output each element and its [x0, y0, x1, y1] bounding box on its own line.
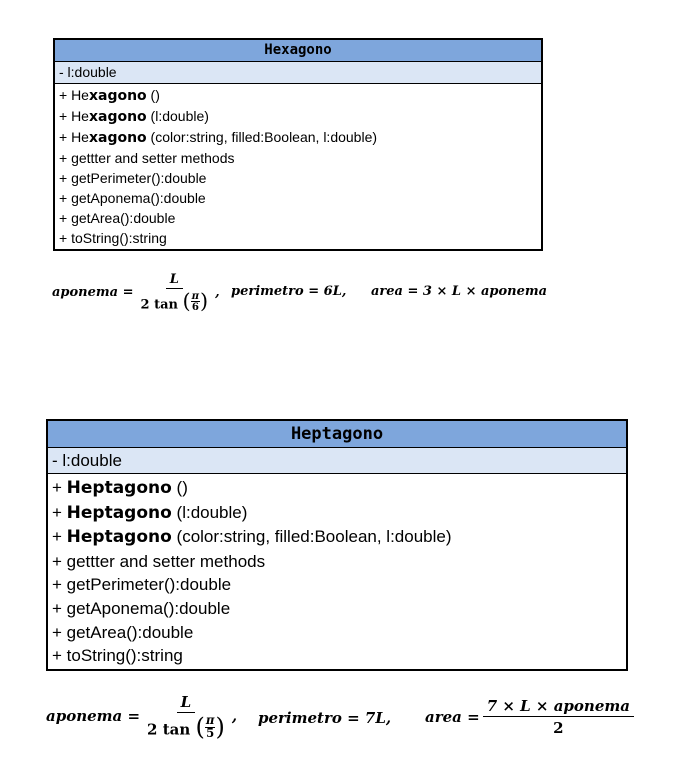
method-row: + Hexagono (l:double)	[59, 108, 209, 125]
aponema-fraction: L 2 tan ( π 6 )	[140, 272, 209, 314]
heptagono-perimetro-formula: perimetro = 7L,	[258, 709, 392, 727]
hexagono-attribute: - l:double	[55, 62, 541, 84]
heptagono-methods	[48, 474, 626, 669]
method-row: + Heptagono ()	[52, 478, 188, 498]
method-row: + gettter and setter methods	[52, 551, 266, 571]
method-row: + gettter and setter methods	[59, 150, 235, 166]
method-row: + Hexagono ()	[59, 87, 160, 104]
aponema-fraction: L 2 tan ( π 5 )	[147, 693, 225, 741]
heptagono-aponema-formula: aponema = L 2 tan ( π 5 ) ,	[46, 693, 238, 741]
method-row: + getPerimeter():double	[52, 575, 232, 595]
method-row: + getAponema():double	[59, 190, 206, 206]
heptagono-attribute: - l:double	[48, 448, 626, 474]
hexagono-class-title: Hexagono	[55, 40, 541, 62]
hexagono-perimetro-formula: perimetro = 6L,	[231, 284, 347, 299]
heptagono-area-formula: area = $\frac{\text{7 × L × aponema}}{2}$	[425, 697, 637, 737]
heptagono-class-box	[46, 419, 628, 671]
hexagono-class-box	[53, 38, 543, 251]
method-row: + Heptagono (color:string, filled:Boolean, l:double)	[52, 527, 452, 548]
method-row: + toString():string	[59, 230, 167, 246]
hexagono-area-formula: area = 3 × L × aponema	[371, 284, 548, 299]
method-row: + getArea():double	[59, 210, 176, 226]
hexagono-methods	[55, 84, 541, 249]
hexagono-aponema-formula: aponema = L 2 tan ( π 6 ) ,	[52, 272, 220, 314]
method-row: + toString():string	[52, 646, 183, 666]
area-fraction: $\frac{\text{7 × L × aponema}}{2}$	[483, 697, 634, 737]
method-row: + Hexagono (color:string, filled:Boolean, l:double)	[59, 129, 378, 146]
method-row: + getAponema():double	[52, 598, 231, 618]
method-row: + Heptagono (l:double)	[52, 502, 248, 523]
method-row: + getPerimeter():double	[59, 170, 207, 186]
method-row: + getArea():double	[52, 622, 194, 642]
heptagono-class-title: Heptagono	[48, 421, 626, 448]
